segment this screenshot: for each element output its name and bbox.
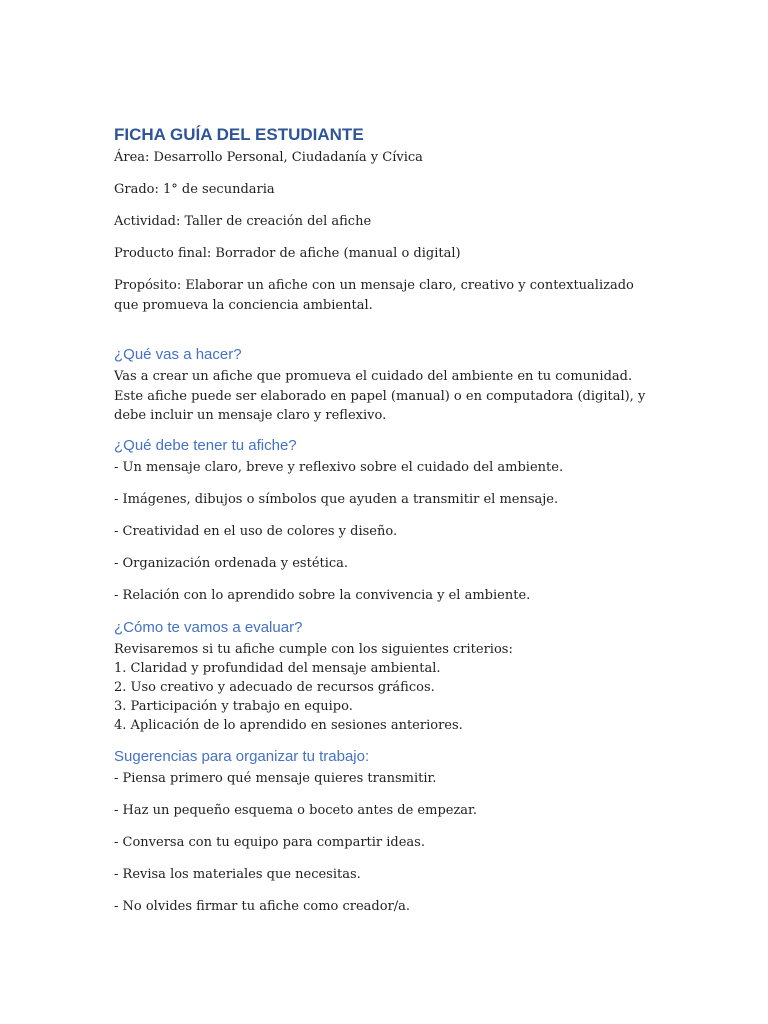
list-item: - Revisa los materiales que necesitas.: [114, 866, 361, 882]
evaluation-intro: Revisaremos si tu afiche cumple con los siguientes criterios:: [114, 641, 513, 657]
list-item: - Un mensaje claro, breve y reflexivo sobre el cuidado del ambiente.: [114, 459, 564, 475]
info-final-product: Producto final: Borrador de afiche (manual o digital): [114, 246, 461, 261]
list-item: - No olvides firmar tu afiche como creador/a.: [114, 898, 411, 914]
list-item: - Imágenes, dibujos o símbolos que ayuden a transmitir el mensaje.: [114, 491, 559, 507]
section-heading-evaluation: ¿Cómo te vamos a evaluar?: [114, 618, 303, 636]
list-item: - Piensa primero qué mensaje quieres transmitir.: [114, 770, 437, 786]
criteria-item: 2. Uso creativo y adecuado de recursos gráficos.: [114, 679, 435, 695]
list-item: - Organización ordenada y estética.: [114, 555, 349, 571]
document-title: FICHA GUÍA DEL ESTUDIANTE: [114, 125, 364, 144]
document-content: [114, 125, 654, 929]
info-grade: Grado: 1° de secundaria: [114, 182, 275, 197]
info-area: Área: Desarrollo Personal, Ciudadanía y Cívica: [114, 150, 423, 165]
list-item: - Creatividad en el uso de colores y diseño.: [114, 523, 398, 539]
criteria-item: 1. Claridad y profundidad del mensaje ambiental.: [114, 660, 441, 676]
info-purpose: Propósito: Elaborar un afiche con un mensaje claro, creativo y contextualizado que promueva la conciencia ambiental.: [114, 278, 634, 313]
section-heading-what-to-do: ¿Qué vas a hacer?: [114, 346, 242, 363]
list-item: - Conversa con tu equipo para compartir ideas.: [114, 834, 425, 850]
section-heading-poster-requirements: ¿Qué debe tener tu afiche?: [114, 436, 297, 454]
info-activity: Actividad: Taller de creación del afiche: [114, 214, 372, 229]
section-heading-suggestions: Sugerencias para organizar tu trabajo:: [114, 747, 370, 765]
criteria-item: 4. Aplicación de lo aprendido en sesiones anteriores.: [114, 717, 463, 733]
criteria-item: 3. Participación y trabajo en equipo.: [114, 698, 353, 714]
list-item: - Relación con lo aprendido sobre la convivencia y el ambiente.: [114, 587, 531, 603]
section-text-what-to-do: Vas a crear un afiche que promueva el cuidado del ambiente en tu comunidad. Este afiche puede ser elaborado en papel (manual) o en computadora (digital), y debe incluir un mensaje claro y reflexivo.: [114, 369, 646, 423]
list-item: - Haz un pequeño esquema o boceto antes de empezar.: [114, 802, 477, 818]
